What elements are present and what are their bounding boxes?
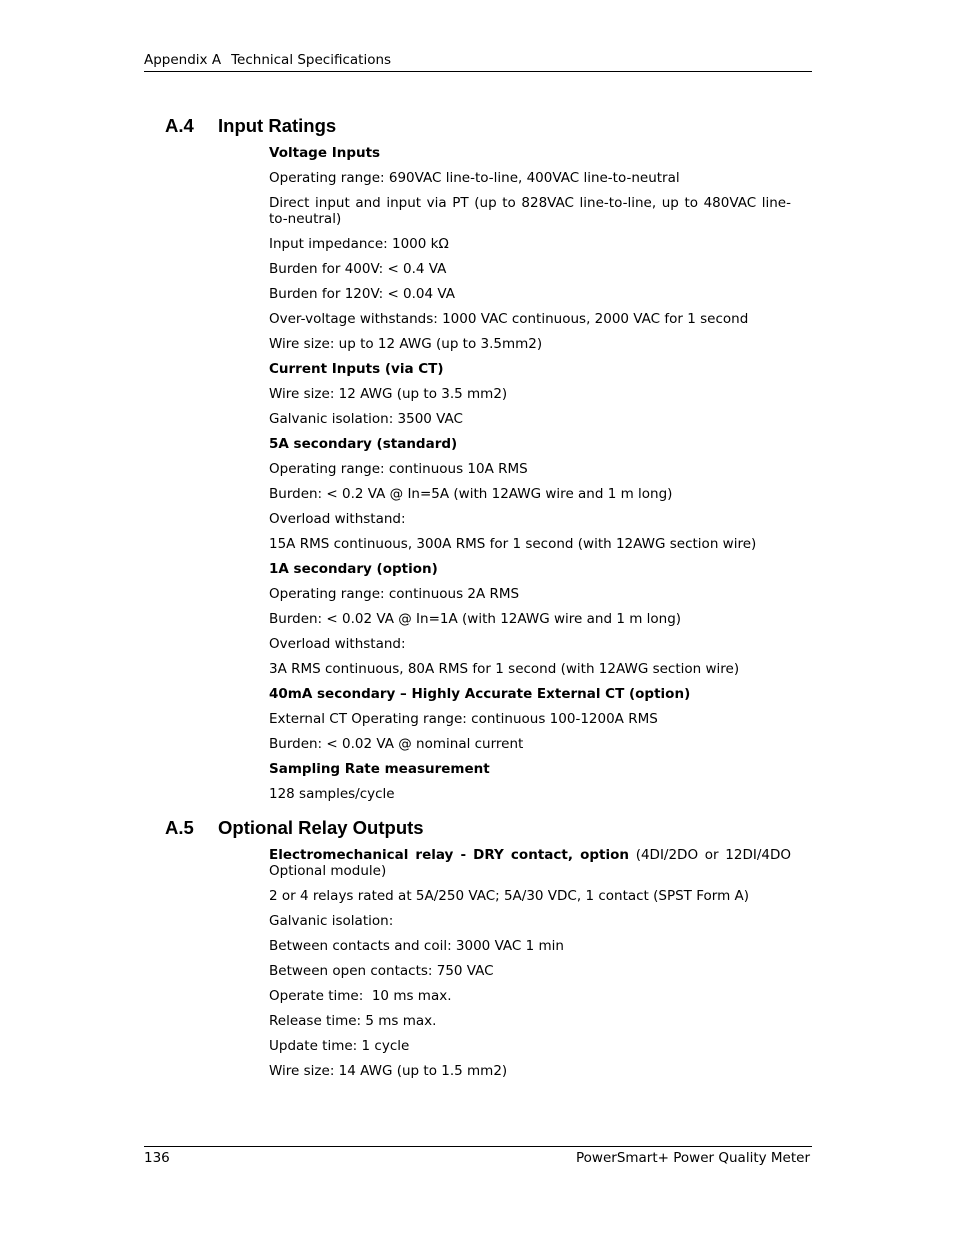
spec-line: Update time: 1 cycle bbox=[269, 1038, 410, 1054]
1a-secondary-heading: 1A secondary (option) bbox=[269, 561, 438, 577]
section-title: Input Ratings bbox=[218, 115, 337, 136]
spec-line: Operate time: 10 ms max. bbox=[269, 988, 452, 1004]
section-a5-body bbox=[269, 847, 791, 1088]
spec-line: 2 or 4 relays rated at 5A/250 VAC; 5A/30 VDC, 1 contact (SPST Form A) bbox=[269, 888, 750, 904]
spec-line: Operating range: continuous 2A RMS bbox=[269, 586, 520, 602]
spec-line: Overload withstand: bbox=[269, 511, 406, 527]
spec-line: 128 samples/cycle bbox=[269, 786, 395, 802]
spec-line: 15A RMS continuous, 300A RMS for 1 second (with 12AWG section wire) bbox=[269, 536, 757, 552]
spec-line: Burden: < 0.02 VA @ In=1A (with 12AWG wire and 1 m long) bbox=[269, 611, 682, 627]
page-footer bbox=[144, 1146, 812, 1166]
spec-line: External CT Operating range: continuous 100-1200A RMS bbox=[269, 711, 658, 727]
relay-intro bbox=[269, 847, 791, 879]
spec-line: Wire size: 12 AWG (up to 3.5 mm2) bbox=[269, 386, 508, 402]
spec-line: Burden for 400V: < 0.4 VA bbox=[269, 261, 447, 277]
product-name: PowerSmart+ Power Quality Meter bbox=[576, 1150, 810, 1166]
spec-line: Galvanic isolation: 3500 VAC bbox=[269, 411, 463, 427]
spec-line: Input impedance: 1000 kΩ bbox=[269, 236, 449, 252]
spec-line: Between contacts and coil: 3000 VAC 1 min bbox=[269, 938, 564, 954]
spec-line: Overload withstand: bbox=[269, 636, 406, 652]
current-inputs-heading: Current Inputs (via CT) bbox=[269, 361, 444, 377]
section-a4-body bbox=[269, 145, 791, 811]
spec-line: Release time: 5 ms max. bbox=[269, 1013, 437, 1029]
page-number: 136 bbox=[144, 1150, 170, 1166]
header-appendix: Appendix A bbox=[144, 52, 222, 68]
section-number: A.5 bbox=[165, 817, 194, 838]
spec-line: Operating range: 690VAC line-to-line, 400VAC line-to-neutral bbox=[269, 170, 680, 186]
voltage-inputs-heading: Voltage Inputs bbox=[269, 145, 381, 161]
section-title: Optional Relay Outputs bbox=[218, 817, 424, 838]
spec-line: 3A RMS continuous, 80A RMS for 1 second (with 12AWG section wire) bbox=[269, 661, 740, 677]
spec-line: Wire size: up to 12 AWG (up to 3.5mm2) bbox=[269, 336, 543, 352]
spec-line: Over-voltage withstands: 1000 VAC continuous, 2000 VAC for 1 second bbox=[269, 311, 749, 327]
relay-heading: Electromechanical relay - DRY contact, option bbox=[269, 847, 629, 863]
section-number: A.4 bbox=[165, 115, 194, 136]
spec-line: Direct input and input via PT (up to 828VAC line-to-line, up to 480VAC line-to-neutral) bbox=[269, 195, 791, 227]
spec-line: Burden: < 0.2 VA @ In=5A (with 12AWG wire and 1 m long) bbox=[269, 486, 673, 502]
sampling-rate-heading: Sampling Rate measurement bbox=[269, 761, 490, 777]
5a-secondary-heading: 5A secondary (standard) bbox=[269, 436, 458, 452]
spec-line: Burden for 120V: < 0.04 VA bbox=[269, 286, 456, 302]
page-header bbox=[144, 51, 812, 72]
relay-module-note: (4DI/2DO or 12DI/4DO Optional module) bbox=[269, 847, 792, 879]
header-section: Technical Specifications bbox=[231, 52, 392, 68]
section-heading-a5 bbox=[165, 817, 424, 839]
spec-line: Burden: < 0.02 VA @ nominal current bbox=[269, 736, 524, 752]
section-heading-a4 bbox=[165, 115, 336, 137]
40ma-secondary-heading: 40mA secondary – Highly Accurate External CT (option) bbox=[269, 686, 691, 702]
spec-line: Galvanic isolation: bbox=[269, 913, 394, 929]
spec-line: Operating range: continuous 10A RMS bbox=[269, 461, 528, 477]
spec-line: Wire size: 14 AWG (up to 1.5 mm2) bbox=[269, 1063, 508, 1079]
spec-line: Between open contacts: 750 VAC bbox=[269, 963, 494, 979]
